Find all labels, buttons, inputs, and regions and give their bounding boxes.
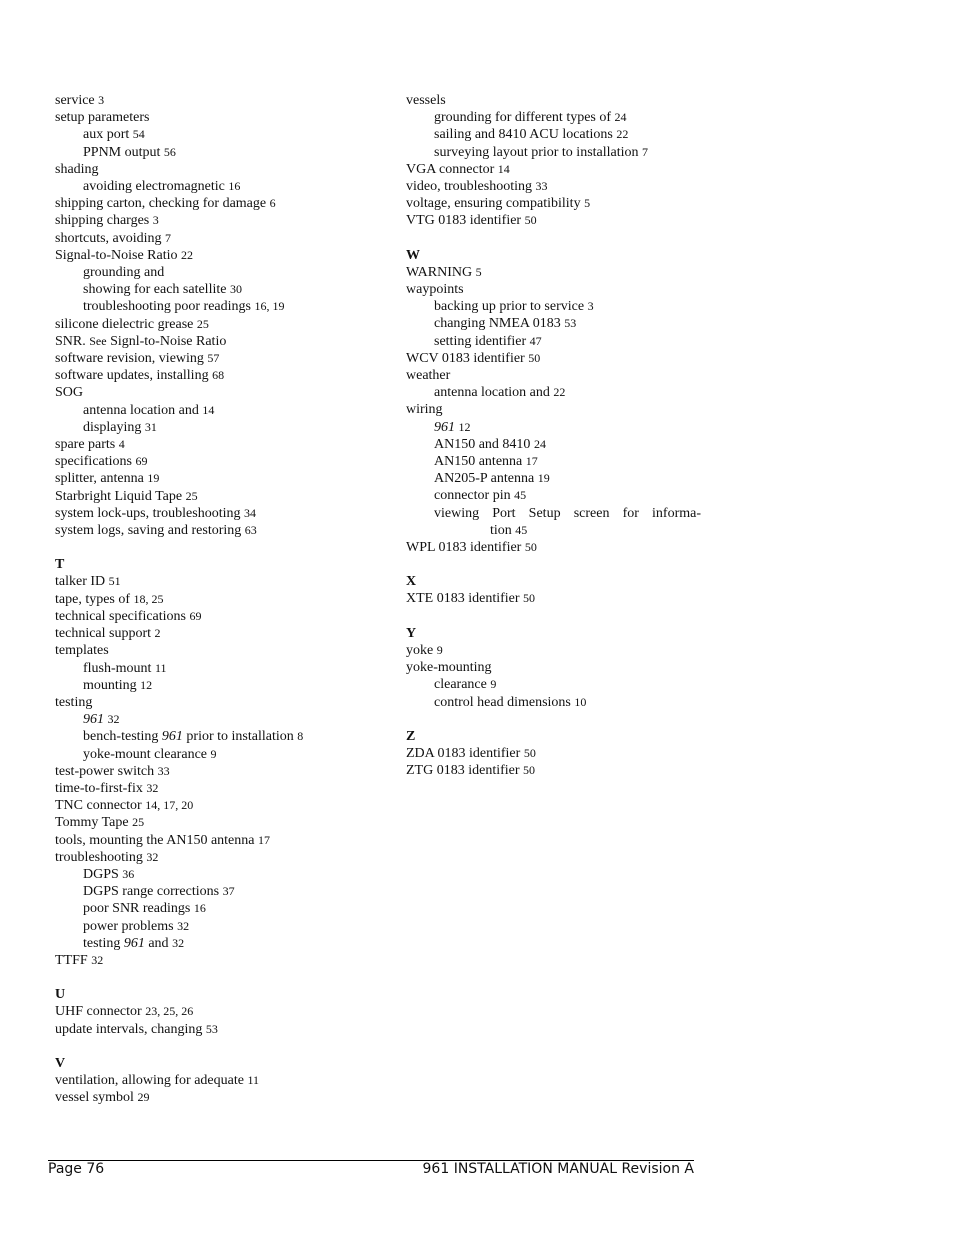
index-subentry [406, 333, 706, 350]
index-entry [55, 591, 355, 608]
index-page-numbers: 50 [528, 350, 541, 365]
footer-page-number: Page 76 [48, 1161, 105, 1177]
index-term: surveying layout prior to installation [434, 144, 639, 160]
index-subentry [55, 883, 355, 900]
index-page-numbers: 22 [181, 247, 193, 262]
index-subentry [406, 453, 706, 470]
index-subentry [55, 126, 355, 143]
index-subentry [55, 419, 355, 436]
see-label: See [89, 333, 107, 348]
index-term: DGPS range corrections [83, 884, 220, 900]
index-page-numbers: 9 [210, 746, 217, 761]
index-entry [55, 453, 355, 470]
index-term: XTE 0183 identifier [406, 591, 520, 607]
index-page-numbers: 16, 19 [254, 299, 285, 314]
index-subentry [55, 746, 355, 763]
index-subentry [55, 935, 355, 952]
index-term: shipping charges [55, 213, 150, 229]
index-page-numbers: 34 [244, 505, 256, 520]
index-term-suffix: prior to installation [186, 729, 294, 745]
index-term: weather [406, 368, 451, 384]
index-entry [55, 832, 355, 849]
index-page-numbers: 5 [475, 264, 482, 279]
index-entry [55, 1089, 355, 1106]
index-term: DGPS [83, 866, 119, 882]
index-entry [55, 814, 355, 831]
index-column-right [406, 92, 706, 779]
index-term: grounding and [83, 265, 165, 281]
index-page-numbers: 56 [163, 144, 176, 159]
index-term: control head dimensions [434, 694, 571, 710]
index-column-left [55, 92, 355, 1106]
index-term: ventilation, allowing for adequate [55, 1072, 244, 1088]
index-term: troubleshooting poor readings [83, 299, 251, 315]
index-term: yoke-mount clearance [83, 746, 207, 762]
index-page-numbers: 32 [107, 712, 120, 727]
index-term: UHF connector [55, 1004, 142, 1020]
index-page-numbers: 4 [118, 437, 125, 452]
index-term-italic: 961 [123, 935, 145, 951]
index-page-numbers: 69 [135, 454, 148, 469]
index-subentry [55, 402, 355, 419]
index-term: templates [55, 643, 109, 659]
index-term: talker ID [55, 574, 106, 590]
index-page-numbers: 50 [523, 763, 536, 778]
index-page-numbers: 45 [515, 522, 528, 537]
index-entry [406, 161, 706, 178]
index-section-letter: U [55, 987, 66, 1003]
index-term: SNR. [55, 333, 86, 349]
index-term: shortcuts, avoiding [55, 230, 162, 246]
index-term: tools, mounting the AN150 antenna [55, 832, 255, 848]
index-subentry [406, 676, 706, 693]
index-term: antenna location and [83, 402, 199, 418]
index-page-numbers: 12 [140, 677, 153, 692]
index-page-numbers: 10 [574, 694, 587, 709]
index-term: test-power switch [55, 763, 155, 779]
index-entry [55, 436, 355, 453]
index-entry [55, 247, 355, 264]
index-page-numbers: 22 [616, 127, 629, 142]
index-term: update intervals, changing [55, 1021, 203, 1037]
index-subentry [406, 522, 706, 539]
index-page-numbers: 32 [146, 849, 159, 864]
footer-manual-title: 961 INSTALLATION MANUAL Revision A [422, 1161, 694, 1177]
index-subentry [406, 436, 706, 453]
index-term-italic: 961 [83, 712, 104, 728]
index-page-numbers: 19 [147, 471, 160, 486]
index-entry [406, 92, 706, 109]
index-entry [55, 952, 355, 969]
index-page-numbers: 37 [222, 884, 235, 899]
index-term: testing [83, 935, 121, 951]
index-term: ZTG 0183 identifier [406, 763, 520, 779]
index-entry [406, 264, 706, 281]
index-entry [55, 522, 355, 539]
index-subentry [55, 281, 355, 298]
index-page-numbers: 24 [614, 110, 627, 125]
index-page-numbers: 50 [524, 540, 537, 555]
index-page-numbers: 12 [458, 419, 471, 434]
index-subentry [55, 144, 355, 161]
index-term: AN150 and 8410 [434, 436, 531, 452]
index-page-numbers: 54 [132, 127, 145, 142]
index-subentry [406, 487, 706, 504]
index-term: specifications [55, 454, 132, 470]
index-entry [55, 161, 355, 178]
index-page-numbers: 25 [185, 488, 198, 503]
index-term: Starbright Liquid Tape [55, 488, 183, 504]
index-page-numbers: 31 [144, 419, 157, 434]
index-page-numbers: 47 [529, 333, 542, 348]
index-term: software updates, installing [55, 368, 209, 384]
index-term: system logs, saving and restoring [55, 523, 242, 539]
index-page-numbers: 25 [132, 815, 145, 830]
index-section-letter: Y [406, 625, 417, 641]
index-term: grounding for different types of [434, 110, 612, 126]
index-term: technical support [55, 626, 152, 642]
index-entry [55, 625, 355, 642]
index-entry [55, 109, 355, 126]
index-page-numbers: 14 [202, 402, 215, 417]
index-page-numbers: 69 [189, 608, 202, 623]
index-entry [55, 1072, 355, 1089]
index-term: ZDA 0183 identifier [406, 745, 521, 761]
index-term: voltage, ensuring compatibility [406, 196, 581, 212]
index-subentry [406, 144, 706, 161]
index-term: Tommy Tape [55, 815, 129, 831]
index-entry [406, 178, 706, 195]
index-page-numbers: 2 [154, 626, 161, 641]
index-page-numbers: 51 [108, 574, 121, 589]
index-section-letter: Z [406, 728, 416, 744]
index-subentry [406, 694, 706, 711]
index-term: viewing Port Setup screen for informa- [434, 505, 701, 521]
index-subentry [406, 315, 706, 332]
index-subentry [55, 178, 355, 195]
index-page-numbers: 57 [207, 351, 220, 366]
index-subentry [55, 264, 355, 281]
index-term: VGA connector [406, 161, 495, 177]
index-term: TTFF [55, 952, 88, 968]
index-page-numbers: 5 [584, 196, 591, 211]
index-term: spare parts [55, 437, 116, 453]
index-page-numbers: 19 [537, 471, 550, 486]
index-page-numbers: 8 [297, 729, 304, 744]
index-page-numbers: 50 [523, 591, 536, 606]
index-term: software revision, viewing [55, 351, 204, 367]
index-term: PPNM output [83, 144, 161, 160]
index-entry [406, 367, 706, 384]
index-term: yoke [406, 642, 434, 658]
index-term: TNC connector [55, 798, 142, 814]
index-term: AN205-P antenna [434, 471, 535, 487]
index-term: antenna location and [434, 385, 550, 401]
index-subentry [406, 419, 706, 436]
index-page-numbers: 18, 25 [133, 591, 164, 606]
index-page-numbers: 17 [257, 832, 270, 847]
index-page-numbers: 32 [146, 780, 159, 795]
index-term: WCV 0183 identifier [406, 350, 525, 366]
index-entry [406, 350, 706, 367]
index-page-numbers: 53 [205, 1021, 218, 1036]
index-term-suffix: and [148, 935, 169, 951]
index-term: clearance [434, 677, 487, 693]
index-subentry [55, 918, 355, 935]
index-entry [55, 350, 355, 367]
index-entry [55, 195, 355, 212]
index-entry [406, 642, 706, 659]
index-entry [55, 780, 355, 797]
index-page-numbers: 6 [269, 196, 276, 211]
index-subentry [55, 866, 355, 883]
index-page-numbers: 36 [122, 866, 135, 881]
see-target: Signl-to-Noise Ratio [110, 333, 227, 349]
index-term: shipping carton, checking for damage [55, 196, 267, 212]
index-page-numbers: 7 [642, 144, 649, 159]
index-subentry [406, 384, 706, 401]
index-page-numbers: 3 [152, 213, 159, 228]
index-page-numbers: 63 [244, 523, 257, 538]
index-term: testing [55, 694, 93, 710]
index-term: flush-mount [83, 660, 152, 676]
index-subentry [406, 109, 706, 126]
index-subentry [406, 470, 706, 487]
index-term: SOG [55, 385, 84, 401]
index-term: tion [490, 522, 512, 538]
index-entry [55, 384, 355, 401]
index-page-numbers: 33 [535, 179, 548, 194]
index-term: VTG 0183 identifier [406, 213, 522, 229]
index-term: vessel symbol [55, 1090, 134, 1106]
index-term-italic: 961 [434, 419, 455, 435]
index-entry [406, 401, 706, 418]
index-page-numbers: 7 [165, 230, 172, 245]
index-term: mounting [83, 677, 137, 693]
index-entry [406, 281, 706, 298]
index-page-numbers: 33 [157, 763, 170, 778]
index-subentry [55, 660, 355, 677]
index-page-numbers: 32 [91, 952, 104, 967]
index-entry [55, 488, 355, 505]
index-subentry [406, 298, 706, 315]
index-term: bench-testing [83, 729, 159, 745]
index-page-numbers: 14, 17, 20 [145, 798, 194, 813]
index-page-numbers: 45 [514, 488, 527, 503]
index-entry [406, 539, 706, 556]
index-subentry [55, 900, 355, 917]
index-entry [406, 659, 706, 676]
index-subentry [406, 126, 706, 143]
index-page-numbers: 11 [247, 1072, 260, 1087]
index-term: WARNING [406, 264, 473, 280]
index-section-letter: T [55, 557, 65, 573]
index-entry [55, 849, 355, 866]
index-term: service [55, 93, 95, 108]
index-page-numbers: 9 [490, 677, 497, 692]
index-term: AN150 antenna [434, 454, 523, 470]
index-term: technical specifications [55, 608, 186, 624]
index-term: wiring [406, 402, 443, 418]
index-entry [55, 505, 355, 522]
index-page-numbers: 68 [212, 368, 225, 383]
index-page-numbers: 14 [497, 161, 510, 176]
index-entry [406, 212, 706, 229]
index-entry [406, 195, 706, 212]
index-entry [55, 470, 355, 487]
index-page-numbers: 32 [177, 918, 190, 933]
index-page-numbers: 23, 25, 26 [145, 1004, 194, 1019]
index-term: power problems [83, 918, 174, 934]
index-entry [406, 590, 706, 607]
index-term: WPL 0183 identifier [406, 540, 522, 556]
index-term: showing for each satellite [83, 282, 227, 298]
index-term: tape, types of [55, 591, 131, 607]
index-subentry [55, 728, 355, 745]
index-term: splitter, antenna [55, 471, 144, 487]
index-page-numbers: 30 [229, 282, 242, 297]
index-entry [55, 212, 355, 229]
index-entry [55, 92, 355, 109]
index-page-numbers: 24 [533, 436, 546, 451]
index-term: troubleshooting [55, 849, 143, 865]
index-term: setting identifier [434, 333, 527, 349]
index-entry [55, 763, 355, 780]
index-page-numbers: 22 [553, 385, 566, 400]
index-entry [55, 1021, 355, 1038]
index-page-numbers: 17 [525, 454, 538, 469]
index-page-numbers: 3 [98, 93, 105, 107]
index-term: system lock-ups, troubleshooting [55, 505, 241, 521]
index-term: video, troubleshooting [406, 179, 532, 195]
index-entry [55, 367, 355, 384]
index-page-numbers: 16 [193, 901, 206, 916]
index-page-numbers: 50 [524, 213, 537, 228]
index-term: setup parameters [55, 110, 150, 126]
index-entry [55, 694, 355, 711]
index-subentry [406, 505, 706, 522]
index-section-letter: W [406, 247, 420, 263]
index-entry [55, 316, 355, 333]
index-entry [406, 745, 706, 762]
index-entry [55, 230, 355, 247]
index-entry [55, 642, 355, 659]
index-subentry [55, 711, 355, 728]
index-term: shading [55, 161, 99, 177]
index-term: Signal-to-Noise Ratio [55, 247, 178, 263]
index-term: connector pin [434, 488, 511, 504]
index-term: vessels [406, 93, 446, 108]
index-term: yoke-mounting [406, 660, 492, 676]
index-entry [55, 573, 355, 590]
index-page-numbers: 32 [172, 935, 185, 950]
index-term: displaying [83, 419, 142, 435]
index-entry [406, 762, 706, 779]
index-see-reference [55, 333, 355, 350]
index-term: sailing and 8410 ACU locations [434, 127, 613, 143]
index-term: changing NMEA 0183 [434, 316, 561, 332]
index-page-numbers: 11 [154, 660, 167, 675]
index-page-numbers: 16 [228, 179, 241, 194]
index-page-numbers: 3 [587, 299, 594, 314]
index-page-numbers: 53 [564, 316, 577, 331]
index-entry [55, 608, 355, 625]
index-page-numbers: 9 [436, 642, 443, 657]
index-entry [55, 797, 355, 814]
index-term-italic: 961 [161, 729, 183, 745]
index-term: backing up prior to service [434, 299, 585, 315]
index-section-letter: V [55, 1055, 66, 1071]
index-subentry [55, 298, 355, 315]
index-term: time-to-first-fix [55, 780, 143, 796]
index-page-numbers: 50 [523, 745, 536, 760]
index-term: aux port [83, 127, 130, 143]
index-page-numbers: 25 [196, 316, 209, 331]
index-term: waypoints [406, 282, 464, 298]
index-term: silicone dielectric grease [55, 316, 194, 332]
index-term: avoiding electromagnetic [83, 179, 225, 195]
index-term: poor SNR readings [83, 901, 191, 917]
index-page-numbers: 29 [137, 1090, 150, 1105]
index-section-letter: X [406, 574, 417, 590]
index-subentry [55, 677, 355, 694]
index-entry [55, 1003, 355, 1020]
